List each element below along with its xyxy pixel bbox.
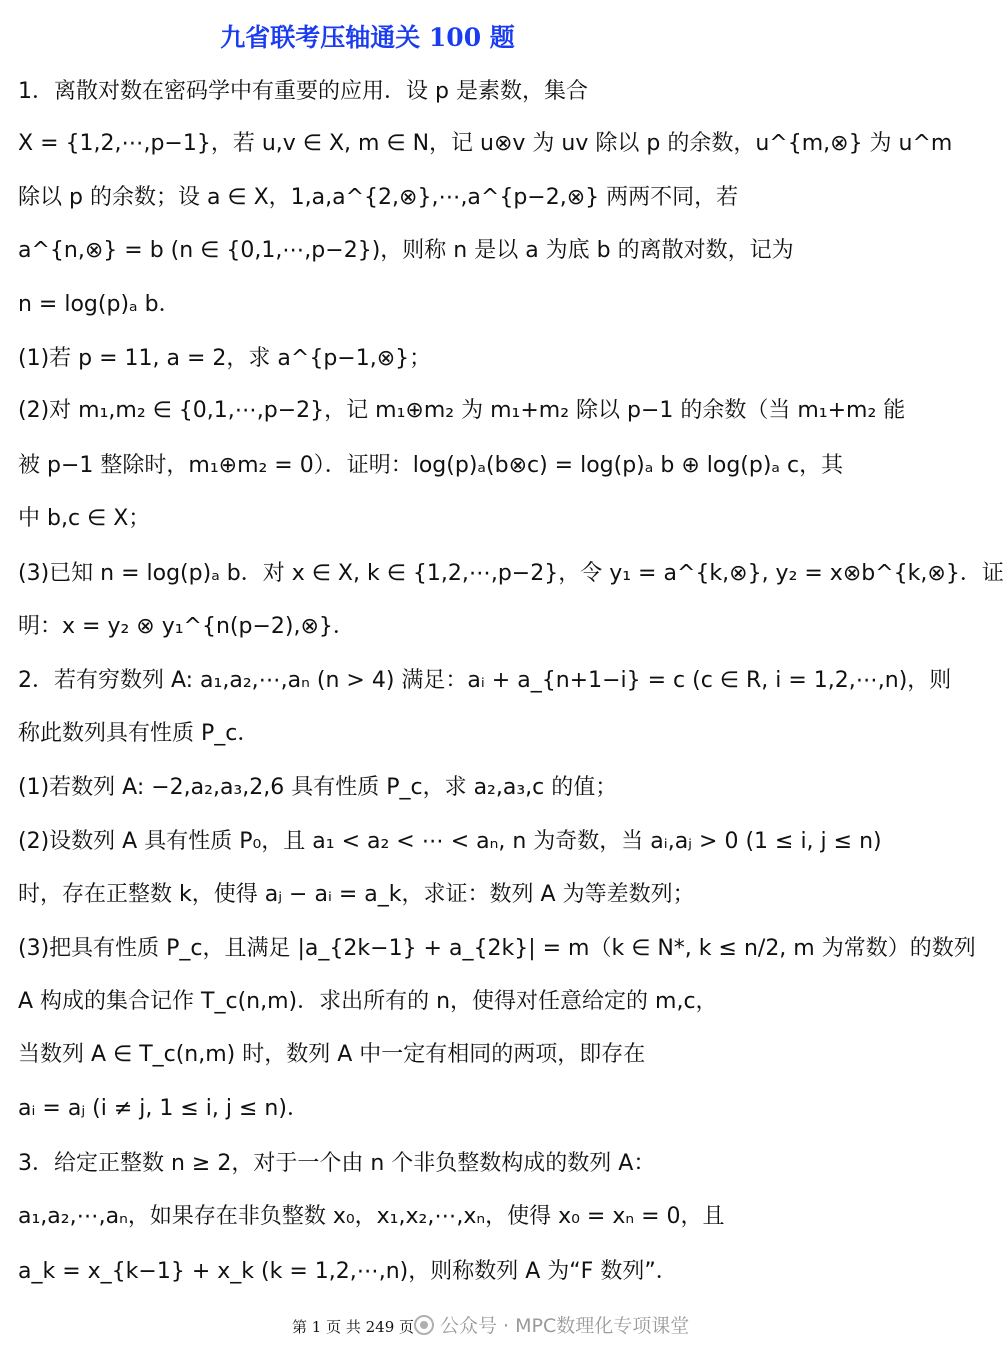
text-line: 时，存在正整数 k，使得 aⱼ − aᵢ = a_k，求证：数列 A 为等差数列； [18,882,695,907]
text-line: 当数列 A ∈ T_c(n,m) 时，数列 A 中一定有相同的两项，即存在 [18,1042,646,1067]
text-line: (3)把具有性质 P_c，且满足 |a_{2k−1} + a_{2k}| = m（k ∈ N*, k ≤ n/2, m 为常数）的数列 [18,936,976,961]
text-line: 1．离散对数在密码学中有重要的应用．设 p 是素数，集合 [18,79,588,104]
text-line: (3)已知 n = log(p)ₐ b．对 x ∈ X, k ∈ {1,2,⋯,p−2}，令 y₁ = a^{k,⊗}, y₂ = x⊗b^{k,⊗}．证 [18,561,1004,586]
text-line: 2．若有穷数列 A: a₁,a₂,⋯,aₙ (n > 4) 满足：aᵢ + a_{n+1−i} = c (c ∈ R, i = 1,2,⋯,n)，则 [18,668,952,693]
wechat-icon [414,1315,434,1335]
text-line: a₁,a₂,⋯,aₙ，如果存在非负整数 x₀，x₁,x₂,⋯,xₙ，使得 x₀ = xₙ = 0，且 [18,1204,725,1229]
page-footer: 第 1 页 共 249 页 [292,1318,415,1336]
text-line: 明：x = y₂ ⊗ y₁^{n(p−2),⊗}． [18,614,355,639]
text-line: n = log(p)ₐ b． [18,292,181,317]
text-line: 除以 p 的余数；设 a ∈ X，1,a,a^{2,⊗},⋯,a^{p−2,⊗} 两两不同，若 [18,185,739,210]
text-line: (1)若 p = 11, a = 2，求 a^{p−1,⊗}； [18,346,432,371]
text-line: (2)对 m₁,m₂ ∈ {0,1,⋯,p−2}，记 m₁⊕m₂ 为 m₁+m₂ 除以 p−1 的余数（当 m₁+m₂ 能 [18,398,906,423]
page-title: 九省联考压轴通关 100 题 [220,23,515,52]
text-line: aᵢ = aⱼ (i ≠ j, 1 ≤ i, j ≤ n)． [18,1096,309,1121]
watermark-text: 公众号 · MPC数理化专项课堂 [440,1315,690,1337]
text-line: (1)若数列 A: −2,a₂,a₃,2,6 具有性质 P_c，求 a₂,a₃,c 的值； [18,775,618,800]
text-line: X = {1,2,⋯,p−1}，若 u,v ∈ X, m ∈ N，记 u⊗v 为 uv 除以 p 的余数，u^{m,⊗} 为 u^m [18,131,953,156]
text-line: 3．给定正整数 n ≥ 2，对于一个由 n 个非负整数构成的数列 A： [18,1151,656,1176]
text-line: A 构成的集合记作 T_c(n,m)．求出所有的 n，使得对任意给定的 m,c， [18,989,718,1014]
text-line: 中 b,c ∈ X； [18,506,151,531]
text-line: (2)设数列 A 具有性质 P₀，且 a₁ < a₂ < ⋯ < aₙ, n 为奇数，当 aᵢ,aⱼ > 0 (1 ≤ i, j ≤ n) [18,829,882,854]
text-line: a_k = x_{k−1} + x_k (k = 1,2,⋯,n)，则称数列 A 为“F 数列”． [18,1259,678,1284]
text-line: 称此数列具有性质 P_c． [18,721,260,746]
text-line: 被 p−1 整除时，m₁⊕m₂ = 0）．证明：log(p)ₐ(b⊗c) = log(p)ₐ b ⊕ log(p)ₐ c，其 [18,453,844,478]
watermark [414,1311,689,1338]
text-line: a^{n,⊗} = b (n ∈ {0,1,⋯,p−2})，则称 n 是以 a 为底 b 的离散对数，记为 [18,238,794,263]
